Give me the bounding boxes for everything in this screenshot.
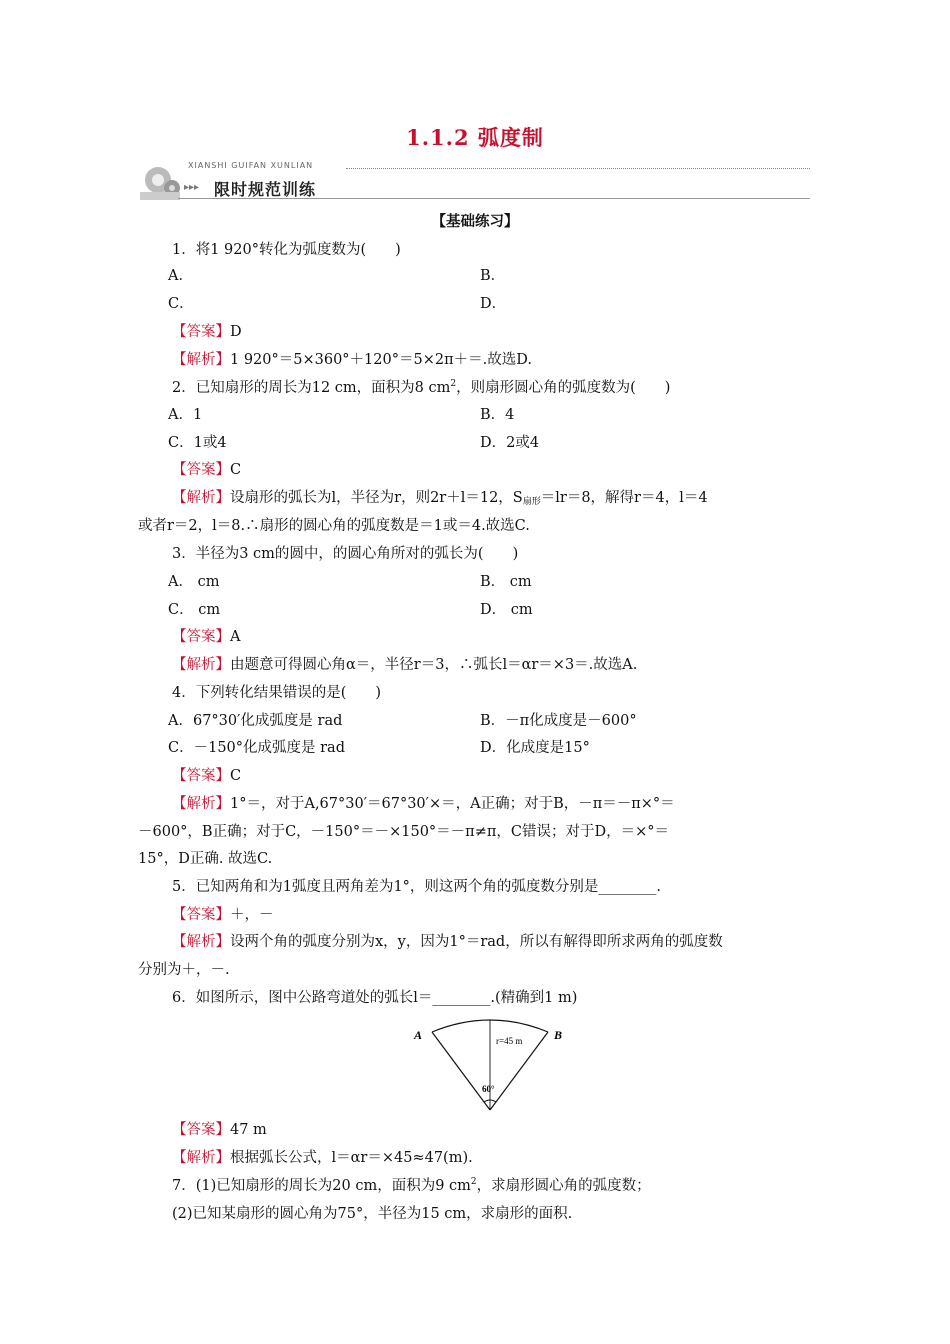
banner-rule — [178, 198, 810, 199]
q6-answer — [172, 1120, 267, 1140]
q3-option-d: D． cm — [480, 602, 533, 618]
question-7-part-2: (2)已知某扇形的圆心角为75°，半径为15 cm，求扇形的面积. — [172, 1206, 573, 1222]
q2-option-a: A．1 — [168, 407, 203, 423]
analysis-tag: 【解析】 — [172, 352, 230, 368]
answer-text: C — [230, 768, 242, 784]
stem-text: 2．已知扇形的周长为12 cm，面积为8 cm — [172, 380, 451, 396]
q2-analysis-line-2: 或者r＝2，l＝8.∴扇形的圆心角的弧度数是＝1或＝4.故选C. — [138, 518, 530, 534]
q2-option-d: D．2或4 — [480, 435, 540, 451]
analysis-tag: 【解析】 — [172, 934, 230, 950]
q3-analysis — [172, 655, 637, 675]
q3-option-a: A． cm — [168, 574, 220, 590]
q1-option-c: C． — [168, 296, 194, 312]
q1-analysis — [172, 350, 532, 370]
answer-tag: 【答案】 — [172, 768, 230, 784]
answer-text: D — [230, 324, 242, 340]
answer-tag: 【答案】 — [172, 462, 230, 478]
banner-title: 限时规范训练 — [214, 180, 317, 199]
question-2-stem — [172, 378, 670, 398]
answer-text: ＋，－ — [230, 907, 274, 923]
question-3-stem: 3．半径为3 cm的圆中，的圆心角所对的弧长为( ) — [172, 546, 519, 562]
q2-answer — [172, 460, 241, 480]
superscript: 2 — [470, 1177, 477, 1187]
section-heading: 【基础练习】 — [431, 213, 519, 230]
answer-text: A — [230, 629, 241, 645]
q1-option-a: A． — [168, 268, 193, 284]
analysis-tag: 【解析】 — [172, 657, 230, 673]
stem-text: 7．(1)已知扇形的周长为20 cm，面积为9 cm — [172, 1178, 471, 1194]
banner-subtitle: XIANSHI GUIFAN XUNLIAN — [188, 161, 314, 170]
analysis-tag: 【解析】 — [172, 796, 230, 812]
q4-answer — [172, 766, 241, 786]
q1-option-b: B． — [480, 268, 506, 284]
q5-analysis-line-1 — [172, 932, 723, 952]
question-4-stem: 4．下列转化结果错误的是( ) — [172, 685, 382, 701]
question-5-stem: 5．已知两角和为1弧度且两角差为1°，则这两个角的弧度数分别是________. — [172, 879, 662, 895]
q3-answer — [172, 627, 240, 647]
label-angle: 60° — [482, 1084, 495, 1094]
sector-figure — [410, 1012, 570, 1116]
analysis-text: 设扇形的弧长为l，半径为r，则2r＋l＝12，S — [230, 490, 523, 506]
label-b: B — [554, 1028, 563, 1042]
gear-logo-icon — [138, 158, 186, 202]
answer-tag: 【答案】 — [172, 907, 230, 923]
analysis-text: 设两个角的弧度分别为x，y，因为1°＝rad，所以有解得即所求两角的弧度数 — [230, 934, 723, 950]
q3-option-c: C． cm — [168, 602, 221, 618]
section-banner — [138, 158, 810, 206]
question-7-part-1 — [172, 1176, 651, 1196]
q4-option-b: B．－π化成度是－600° — [480, 713, 637, 729]
analysis-text: 由题意可得圆心角α＝，半径r＝3，∴弧长l＝αr＝×3＝.故选A. — [230, 657, 638, 673]
q4-analysis-line-1 — [172, 794, 675, 814]
q6-analysis — [172, 1148, 473, 1168]
q5-answer — [172, 905, 274, 925]
analysis-text: ＝lr＝8，解得r＝4，l＝4 — [540, 490, 708, 506]
question-1-stem: 1．将1 920°转化为弧度数为( ) — [172, 242, 401, 258]
q2-analysis-line-1 — [172, 488, 708, 508]
banner-dotted-rule — [346, 168, 810, 169]
q1-option-d: D． — [480, 296, 507, 312]
answer-text: C — [230, 462, 242, 478]
q2-option-c: C．1或4 — [168, 435, 227, 451]
answer-tag: 【答案】 — [172, 1122, 230, 1138]
answer-tag: 【答案】 — [172, 629, 230, 645]
arrow-icon: ▸▸▸ — [184, 182, 200, 193]
analysis-text: 1 920°＝5×360°＋120°＝5×2π＋＝.故选D. — [230, 352, 532, 368]
q3-option-b: B． cm — [480, 574, 532, 590]
superscript: 2 — [450, 379, 457, 389]
subscript: 扇形 — [522, 497, 541, 507]
q5-analysis-line-2: 分别为＋，－. — [138, 962, 230, 978]
radius-left — [432, 1032, 490, 1110]
analysis-tag: 【解析】 — [172, 1150, 230, 1166]
analysis-text: 1°＝，对于A,67°30′＝67°30′×＝，A正确；对于B，－π＝－π×°＝ — [230, 796, 675, 812]
q4-analysis-line-2: －600°，B正确；对于C，－150°＝－×150°＝－π≠π，C错误；对于D，＝×°＝ — [138, 824, 670, 840]
q4-analysis-line-3: 15°，D正确. 故选C. — [138, 851, 273, 867]
label-radius: r=45 m — [496, 1036, 523, 1046]
analysis-text: 根据弧长公式，l＝αr＝×45≈47(m). — [230, 1150, 473, 1166]
question-6-stem: 6．如图所示，图中公路弯道处的弧长l＝________.(精确到1 m) — [172, 990, 578, 1006]
q2-option-b: B．4 — [480, 407, 515, 423]
q1-answer — [172, 322, 242, 342]
q4-option-a: A．67°30′化成弧度是 rad — [168, 713, 343, 729]
stem-text: ，求扇形圆心角的弧度数； — [476, 1178, 651, 1194]
label-a: A — [414, 1028, 423, 1042]
stem-text: ，则扇形圆心角的弧度数为( ) — [456, 380, 671, 396]
answer-tag: 【答案】 — [172, 324, 230, 340]
q4-option-c: C．－150°化成弧度是 rad — [168, 740, 345, 756]
page-title: 1.1.2 弧度制 — [406, 125, 544, 150]
analysis-tag: 【解析】 — [172, 490, 230, 506]
answer-text: 47 m — [230, 1122, 267, 1138]
q4-option-d: D．化成度是15° — [480, 740, 590, 756]
